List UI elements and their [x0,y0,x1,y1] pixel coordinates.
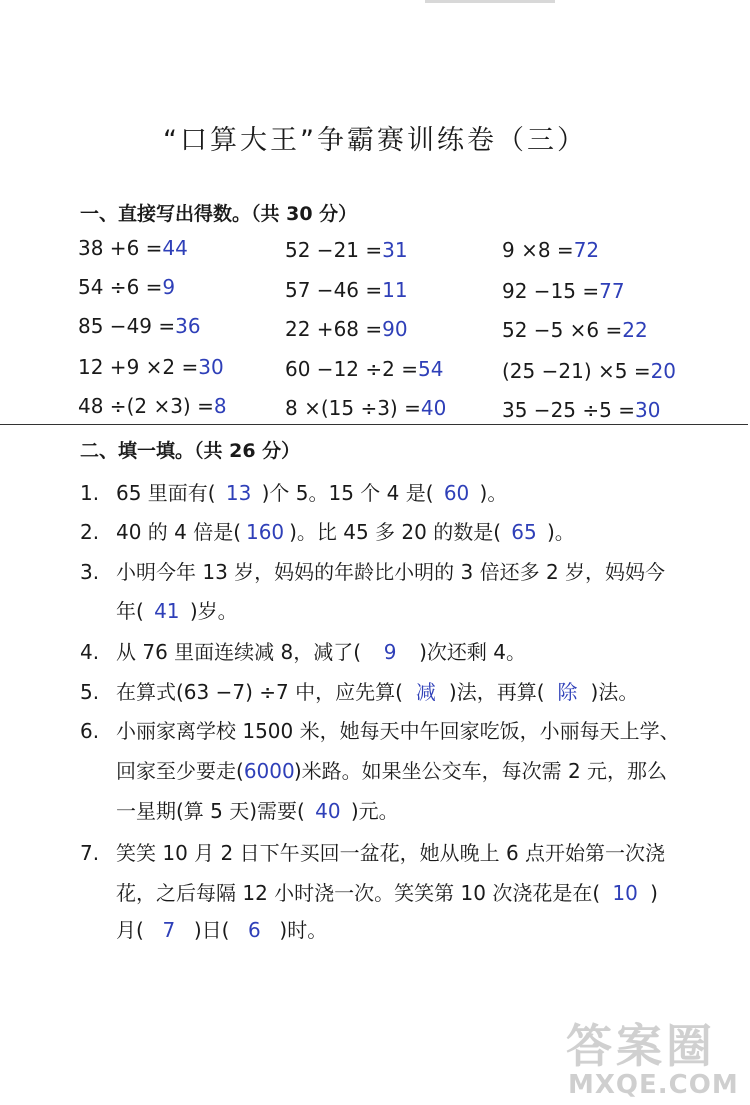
page-title: “口算大王”争霸赛训练卷（三） [163,125,587,156]
question-6-line3: 一星期(算 5 天)需要( 40 )元。 [116,799,399,823]
question-7-line2: 花，之后每隔 12 小时浇一次。笑笑第 10 次浇花是在( 10 ) [116,881,658,905]
answer: 减 [415,680,436,704]
answer: 13 [225,481,252,505]
question-number: 4. [80,640,100,664]
answer: 除 [557,680,578,704]
answer: 11 [382,278,408,302]
watermark-url: MXQE.COM [568,1070,739,1100]
answer: 7 [162,918,176,942]
answer: 72 [573,238,600,262]
question-1: 1. 65 里面有( 13 )个 5。15 个 4 是( 60 )。 [80,481,508,505]
question-number: 1. [80,481,100,505]
answer: 40 [420,396,447,420]
question-number: 3. [80,560,100,584]
problem-1: 38 +6 =44 [78,236,188,260]
answer: 36 [175,314,201,338]
problem-3: 9 ×8 =72 [502,238,600,262]
answer: 60 [443,481,470,505]
answer: 10 [612,881,638,905]
question-3-line2: 年( 41 )岁。 [116,599,238,623]
problem-15: 35 −25 ÷5 =30 [502,398,661,422]
answer: 6 [248,918,261,942]
section-divider [0,424,748,425]
answer: 54 [417,357,444,381]
answer: 22 [622,318,648,342]
answer: 90 [382,317,408,341]
answer: 6000 [243,759,295,783]
answer: 9 [162,275,176,299]
answer: 31 [382,238,408,262]
problem-4: 54 ÷6 =9 [78,275,176,299]
scan-edge-mark [425,0,555,3]
question-number: 6. [80,719,100,743]
answer: 44 [162,236,188,260]
answer: 65 [511,520,537,544]
problem-9: 52 −5 ×6 =22 [502,318,648,342]
answer: 8 [213,394,227,418]
question-2: 2. 40 的 4 倍是( 160 )。比 45 多 20 的数是( 65 )。 [80,520,575,544]
problem-7: 85 −49 =36 [78,314,201,338]
answer: 40 [315,799,341,823]
problem-2: 52 −21 =31 [285,238,408,262]
question-6-line2: 回家至少要走(6000)米路。如果坐公交车，每次需 2 元，那么 [116,759,668,783]
answer: 41 [154,599,180,623]
question-6: 6. 小丽家离学校 1500 米，她每天中午回家吃饭，小丽每天上学、 [80,719,680,743]
question-3: 3. 小明今年 13 岁，妈妈的年龄比小明的 3 倍还多 2 岁，妈妈今 [80,560,666,584]
problem-11: 60 −12 ÷2 =54 [285,357,444,381]
problem-14: 8 ×(15 ÷3) =40 [285,396,447,420]
watermark-logo: 答案圈 [566,1019,716,1073]
answer: 160 [245,520,285,544]
section1-heading: 一、直接写出得数。（共 30 分） [80,203,358,225]
section2-heading: 二、填一填。（共 26 分） [80,440,301,462]
answer: 20 [650,359,677,383]
problem-12: (25 −21) ×5 =20 [502,359,677,383]
problem-10: 12 +9 ×2 =30 [78,355,224,379]
problem-6: 92 −15 =77 [502,279,625,303]
question-7: 7. 笑笑 10 月 2 日下午买回一盆花，她从晚上 6 点开始第一次浇 [80,841,666,865]
question-number: 2. [80,520,100,544]
answer: 30 [198,355,224,379]
answer: 30 [634,398,661,422]
problem-5: 57 −46 =11 [285,278,408,302]
question-number: 5. [80,680,100,704]
problem-8: 22 +68 =90 [285,317,408,341]
question-4: 4. 从 76 里面连续减 8，减了( 9 )次还剩 4。 [80,640,526,664]
problem-13: 48 ÷(2 ×3) =8 [78,394,227,418]
answer: 77 [599,279,625,303]
question-number: 7. [80,841,100,865]
question-5: 5. 在算式(63 −7) ÷7 中，应先算( 减 )法，再算( 除 )法。 [80,676,638,705]
answer: 9 [383,640,397,664]
question-7-line3: 月( 7 )日( 6 )时。 [116,918,328,942]
